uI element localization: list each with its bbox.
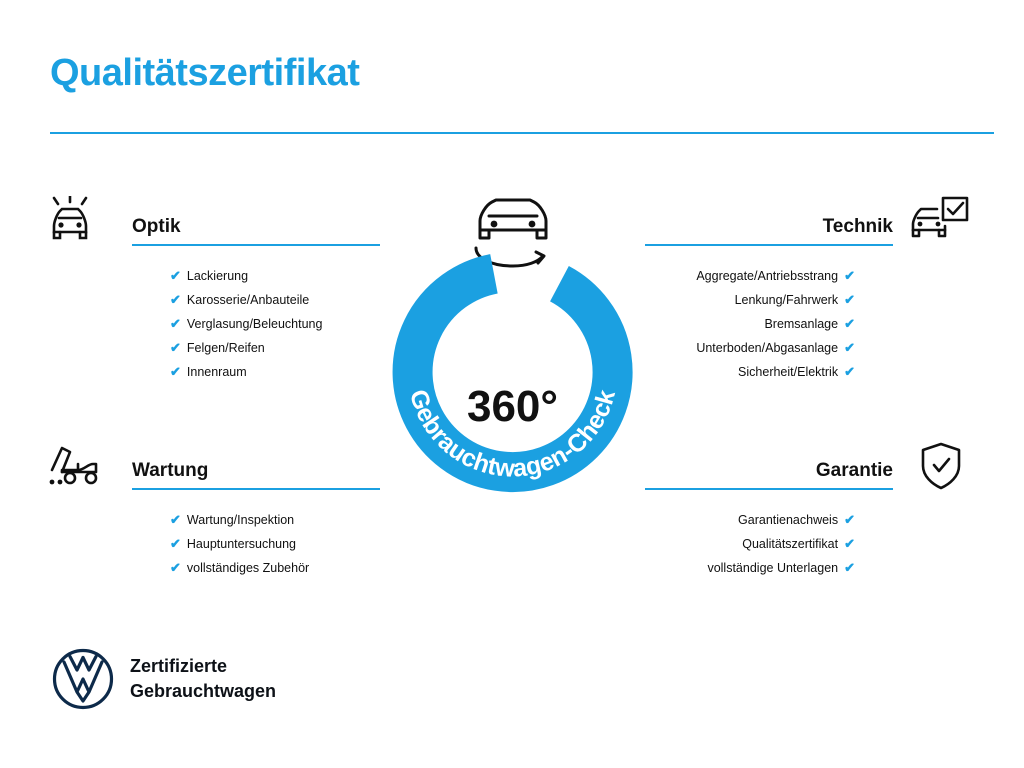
section-optik-title: Optik: [132, 216, 181, 237]
list-item-label: Hauptuntersuchung: [186, 537, 297, 551]
section-garantie-list: [630, 508, 985, 580]
footer-line-1: Zertifizierte: [130, 656, 228, 676]
section-garantie-divider: [645, 488, 893, 490]
section-garantie-header: [630, 444, 985, 494]
list-item: [170, 264, 385, 288]
check-icon: ✔: [170, 340, 181, 355]
list-item-label: Felgen/Reifen: [186, 341, 265, 355]
list-item: [630, 508, 855, 532]
list-item: [630, 532, 855, 556]
section-wartung: [40, 444, 385, 580]
check-icon: ✔: [844, 292, 855, 307]
car-service-lift-icon: [48, 440, 120, 492]
list-item: [630, 336, 855, 360]
list-item: [630, 312, 855, 336]
check-icon: ✔: [844, 364, 855, 379]
section-optik-list: [40, 264, 385, 384]
section-wartung-title: Wartung: [132, 460, 209, 481]
section-garantie: [630, 444, 985, 580]
list-item: [170, 556, 385, 580]
check-icon: ✔: [844, 512, 855, 527]
list-item-label: vollständige Unterlagen: [707, 561, 839, 575]
list-item: [170, 288, 385, 312]
section-optik: [40, 200, 385, 384]
footer-brand: [52, 648, 472, 718]
list-item-label: Karosserie/Anbauteile: [186, 293, 310, 307]
center-badge: [380, 196, 645, 496]
check-icon: ✔: [170, 292, 181, 307]
left-column: [40, 200, 385, 580]
list-item: [170, 312, 385, 336]
shield-check-icon: [905, 440, 977, 492]
curved-label: Gebrauchtwagen-Check: [403, 386, 621, 483]
list-item-label: Innenraum: [186, 365, 247, 379]
check-icon: ✔: [844, 560, 855, 575]
check-icon: ✔: [170, 512, 181, 527]
section-technik-list: [630, 264, 985, 384]
list-item-label: Verglasung/Beleuchtung: [186, 317, 323, 331]
check-ring: [380, 248, 645, 496]
section-wartung-header: [40, 444, 385, 494]
section-technik-divider: [645, 244, 893, 246]
footer-text: [130, 654, 276, 704]
right-column: [630, 200, 985, 580]
section-technik-title: Technik: [822, 216, 893, 237]
section-technik-header: [630, 200, 985, 250]
list-item: [630, 556, 855, 580]
list-item-label: Garantienachweis: [738, 513, 839, 527]
list-item-label: Wartung/Inspektion: [186, 513, 295, 527]
section-optik-header: [40, 200, 385, 250]
section-wartung-divider: [132, 488, 380, 490]
page-title: Qualitätszertifikat: [50, 52, 360, 94]
list-item-label: Bremsanlage: [764, 317, 839, 331]
list-item-label: vollständiges Zubehör: [186, 561, 310, 575]
list-item: [170, 336, 385, 360]
check-icon: ✔: [170, 268, 181, 283]
section-wartung-list: [40, 508, 385, 580]
check-icon: ✔: [844, 536, 855, 551]
list-item: [630, 360, 855, 384]
footer-line-2: Gebrauchtwagen: [130, 681, 277, 701]
list-item: [170, 532, 385, 556]
section-optik-divider: [132, 244, 380, 246]
list-item: [170, 360, 385, 384]
list-item-label: Lackierung: [186, 269, 249, 283]
car-check-clipboard-icon: [905, 196, 977, 248]
car-front-lights-icon: [48, 196, 120, 248]
check-icon: ✔: [170, 536, 181, 551]
check-icon: ✔: [844, 340, 855, 355]
list-item-label: Unterboden/Abgasanlage: [696, 341, 839, 355]
list-item: [630, 288, 855, 312]
check-icon: ✔: [844, 316, 855, 331]
degrees-label: 360°: [466, 382, 558, 431]
list-item: [170, 508, 385, 532]
list-item-label: Sicherheit/Elektrik: [738, 365, 839, 379]
check-icon: ✔: [170, 316, 181, 331]
list-item: [630, 264, 855, 288]
list-item-label: Qualitätszertifikat: [742, 537, 839, 551]
vw-logo-icon: [52, 648, 114, 710]
section-garantie-title: Garantie: [815, 460, 893, 481]
title-divider: [50, 132, 994, 134]
list-item-label: Lenkung/Fahrwerk: [734, 293, 839, 307]
list-item-label: Aggregate/Antriebsstrang: [696, 269, 839, 283]
check-icon: ✔: [844, 268, 855, 283]
check-icon: ✔: [170, 364, 181, 379]
section-technik: [630, 200, 985, 384]
check-icon: ✔: [170, 560, 181, 575]
